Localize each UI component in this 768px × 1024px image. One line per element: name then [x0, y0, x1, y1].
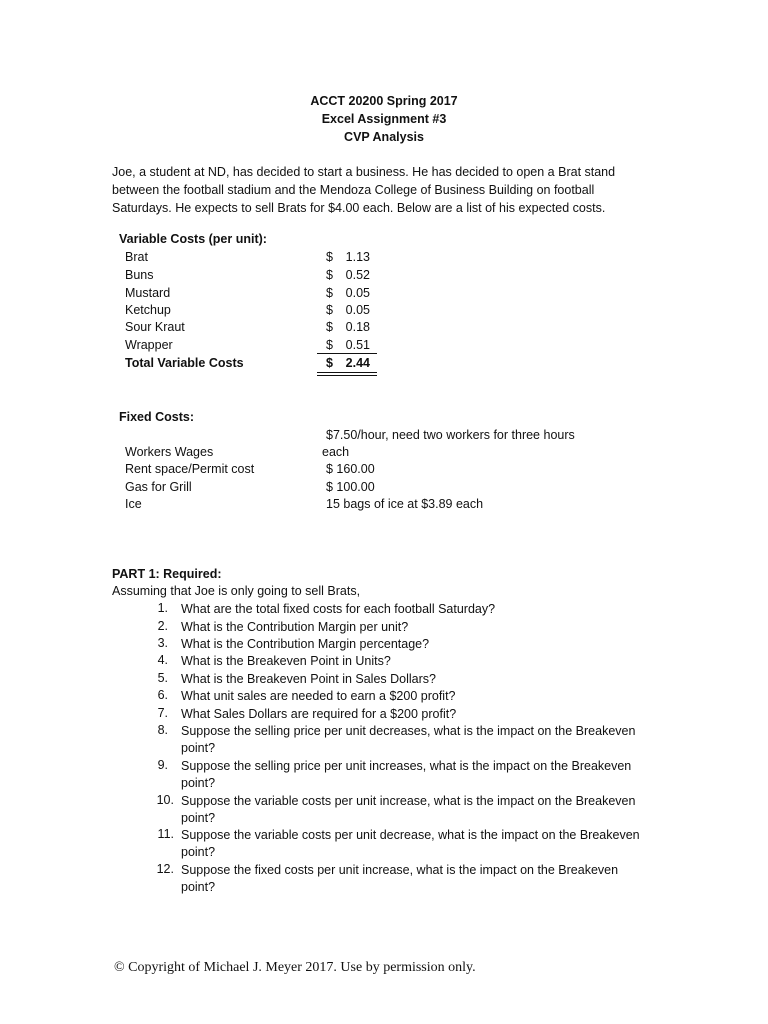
- title-line-1: ACCT 20200 Spring 2017: [310, 94, 458, 108]
- cost-label: Wrapper: [125, 338, 173, 352]
- fixed-cost-value: 15 bags of ice at $3.89 each: [326, 497, 484, 511]
- total-amount: 2.44: [345, 356, 370, 370]
- question-text: Suppose the variable costs per unit increase, what is the impact on the Breakeven point?: [181, 794, 636, 825]
- cost-label: Ketchup: [125, 303, 171, 317]
- question-number: 6.: [157, 688, 168, 702]
- fixed-cost-value: $ 100.00: [326, 480, 375, 494]
- title-line-2: Excel Assignment #3: [321, 112, 447, 126]
- cost-amount: 0.18: [345, 320, 370, 334]
- variable-cost-row: [0, 302, 768, 319]
- variable-cost-row: [0, 285, 768, 302]
- question-text: What are the total fixed costs for each football Saturday?: [181, 602, 496, 616]
- question-number: 10.: [156, 793, 174, 807]
- wages-value-line-1: $7.50/hour, need two workers for three hours: [326, 428, 575, 442]
- cost-label: Brat: [125, 250, 148, 264]
- question-text: What is the Breakeven Point in Sales Dollars?: [181, 672, 436, 686]
- cost-label: Sour Kraut: [125, 320, 185, 334]
- fixed-cost-value: $ 160.00: [326, 462, 375, 476]
- question-text: What Sales Dollars are required for a $200 profit?: [181, 707, 457, 721]
- total-label: Total Variable Costs: [125, 356, 244, 370]
- question-number: 12.: [156, 862, 174, 876]
- cost-amount: 0.52: [345, 268, 370, 282]
- currency-symbol: $: [326, 356, 333, 370]
- cost-amount: 0.05: [345, 286, 370, 300]
- cost-amount: 0.51: [345, 338, 370, 352]
- cost-amount: 0.05: [345, 303, 370, 317]
- fixed-cost-label: Gas for Grill: [125, 480, 192, 494]
- cost-label: Buns: [125, 268, 154, 282]
- variable-cost-row: [0, 319, 768, 336]
- question-text: What unit sales are needed to earn a $200 profit?: [181, 689, 456, 703]
- title-line-3: CVP Analysis: [344, 130, 424, 144]
- question-text: Suppose the selling price per unit decreases, what is the impact on the Breakeven point?: [181, 724, 636, 755]
- wages-value-line-2: each: [322, 445, 350, 459]
- question-text: Suppose the variable costs per unit decrease, what is the impact on the Breakeven point?: [181, 828, 640, 859]
- currency-symbol: $: [326, 303, 333, 317]
- currency-symbol: $: [326, 338, 333, 352]
- double-underline-top: [317, 372, 377, 373]
- question-text: What is the Breakeven Point in Units?: [181, 654, 391, 668]
- variable-cost-row: [0, 267, 768, 284]
- fixed-cost-label: Ice: [125, 497, 142, 511]
- question-number: 7.: [157, 706, 168, 720]
- fixed-cost-label: Workers Wages: [125, 445, 214, 459]
- question-text: Suppose the selling price per unit increases, what is the impact on the Breakeven point?: [181, 759, 632, 790]
- question-text: What is the Contribution Margin percentage?: [181, 637, 430, 651]
- question-number: 9.: [157, 758, 168, 772]
- cost-label: Mustard: [125, 286, 171, 300]
- question-text: Suppose the fixed costs per unit increase, what is the impact on the Breakeven point?: [181, 863, 619, 894]
- question-number: 2.: [157, 619, 168, 633]
- question-number: 1.: [157, 601, 168, 615]
- currency-symbol: $: [326, 320, 333, 334]
- copyright-footer: © Copyright of Michael J. Meyer 2017. Use by permission only.: [114, 960, 476, 975]
- intro-paragraph: Joe, a student at ND, has decided to start a business. He has decided to open a Brat stand between the football stadium and the Mendoza College of Business Building on football Saturdays. He expects to sell Brats for $4.00 each. Below are a list of his expected costs.: [112, 165, 616, 215]
- currency-symbol: $: [326, 286, 333, 300]
- double-underline-bottom: [317, 375, 377, 376]
- question-number: 11.: [157, 827, 174, 841]
- part1-lead: Assuming that Joe is only going to sell Brats,: [112, 584, 361, 598]
- currency-symbol: $: [326, 250, 333, 264]
- question-number: 5.: [157, 671, 168, 685]
- fixed-costs-heading: Fixed Costs:: [119, 410, 195, 424]
- variable-cost-total-row: [0, 355, 768, 372]
- variable-cost-row: [0, 337, 768, 354]
- question-number: 4.: [157, 653, 168, 667]
- subtotal-rule: [317, 353, 377, 354]
- question-number: 3.: [157, 636, 168, 650]
- fixed-cost-label: Rent space/Permit cost: [125, 462, 255, 476]
- variable-cost-row: [0, 249, 768, 266]
- part1-heading: PART 1: Required:: [112, 567, 222, 581]
- question-text: What is the Contribution Margin per unit?: [181, 620, 409, 634]
- currency-symbol: $: [326, 268, 333, 282]
- cost-amount: 1.13: [345, 250, 370, 264]
- question-number: 8.: [157, 723, 168, 737]
- variable-costs-heading: Variable Costs (per unit):: [119, 232, 267, 246]
